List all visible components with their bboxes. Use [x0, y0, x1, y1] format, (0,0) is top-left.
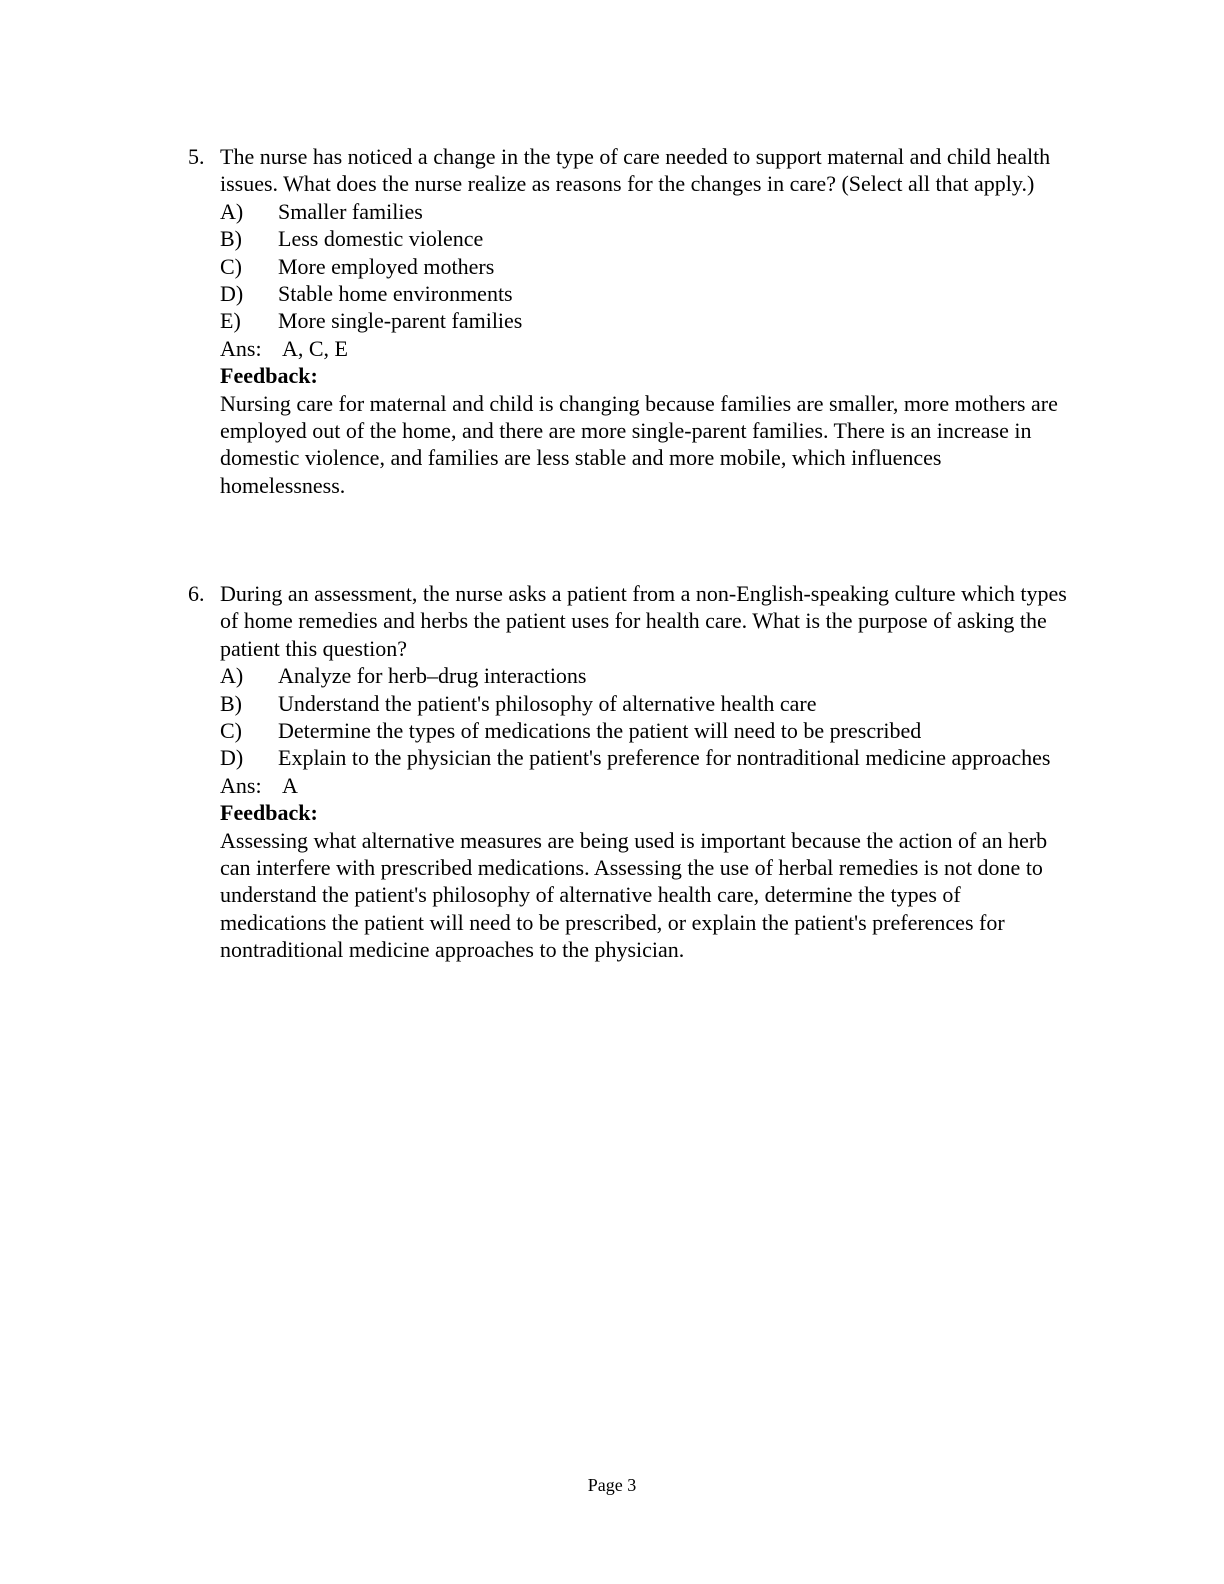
option-a	[188, 198, 1068, 225]
question-stem-row	[188, 143, 1068, 198]
option-d	[188, 744, 1068, 771]
answer-options	[188, 198, 1068, 335]
option-text: Stable home environments	[278, 281, 513, 307]
answer-label: Ans:	[220, 772, 262, 798]
option-text: Understand the patient's philosophy of alternative health care	[278, 690, 817, 716]
option-c	[188, 253, 1068, 280]
option-letter: E)	[220, 308, 241, 334]
answer-row	[188, 335, 1068, 362]
option-letter: D)	[220, 745, 244, 771]
answer-row	[188, 772, 1068, 799]
question-number: 5.	[188, 144, 205, 169]
answer-options	[188, 662, 1068, 772]
feedback-text: Nursing care for maternal and child is changing because families are smaller, more mothers are employed out of the home, and there are more single-parent families. There is an increase in domestic violence, and families are less stable and more mobile, which influences homelessness.	[220, 390, 1058, 498]
answer-label: Ans:	[220, 335, 262, 361]
option-letter: B)	[220, 226, 242, 252]
feedback-heading: Feedback:	[220, 363, 318, 389]
question-stem: The nurse has noticed a change in the type of care needed to support maternal and child health issues. What does the nurse realize as reasons for the changes in care? (Select all that apply.)	[220, 144, 1051, 197]
option-letter: A)	[220, 663, 244, 689]
option-letter: A)	[220, 198, 244, 224]
question-number: 6.	[188, 581, 205, 606]
answer-value: A, C, E	[282, 335, 348, 361]
question-stem-row	[188, 580, 1068, 662]
option-b	[188, 690, 1068, 717]
option-c	[188, 717, 1068, 744]
option-text: Determine the types of medications the patient will need to be prescribed	[278, 718, 922, 744]
question-stem: During an assessment, the nurse asks a patient from a non-English-speaking culture which types of home remedies and herbs the patient uses for health care. What is the purpose of asking the patient this question?	[220, 581, 1067, 661]
option-letter: C)	[220, 253, 242, 279]
page-footer	[0, 1474, 1224, 1496]
page-number: Page 3	[587, 1475, 637, 1495]
option-text: More employed mothers	[278, 253, 495, 279]
feedback-text: Assessing what alternative measures are being used is important because the action of an herb can interfere with prescribed medications. Assessing the use of herbal remedies is not done to understand the patient's philosophy of alternative health care, determine the types of medications the patient will need to be prescribed, or explain the patient's preferences for nontraditional medicine approaches to the physician.	[220, 827, 1048, 963]
option-d	[188, 280, 1068, 307]
feedback-heading: Feedback:	[220, 800, 318, 826]
question-6	[188, 580, 1068, 964]
option-text: Less domestic violence	[278, 226, 484, 252]
option-text: Smaller families	[278, 198, 423, 224]
option-letter: C)	[220, 718, 242, 744]
option-text: Analyze for herb–drug interactions	[278, 663, 587, 689]
option-b	[188, 225, 1068, 252]
option-letter: B)	[220, 690, 242, 716]
option-letter: D)	[220, 281, 244, 307]
question-5	[188, 143, 1068, 499]
option-text: Explain to the physician the patient's preference for nontraditional medicine approaches	[278, 745, 1051, 771]
answer-value: A	[282, 772, 298, 798]
option-e	[188, 307, 1068, 334]
option-a	[188, 662, 1068, 689]
option-text: More single-parent families	[278, 308, 523, 334]
